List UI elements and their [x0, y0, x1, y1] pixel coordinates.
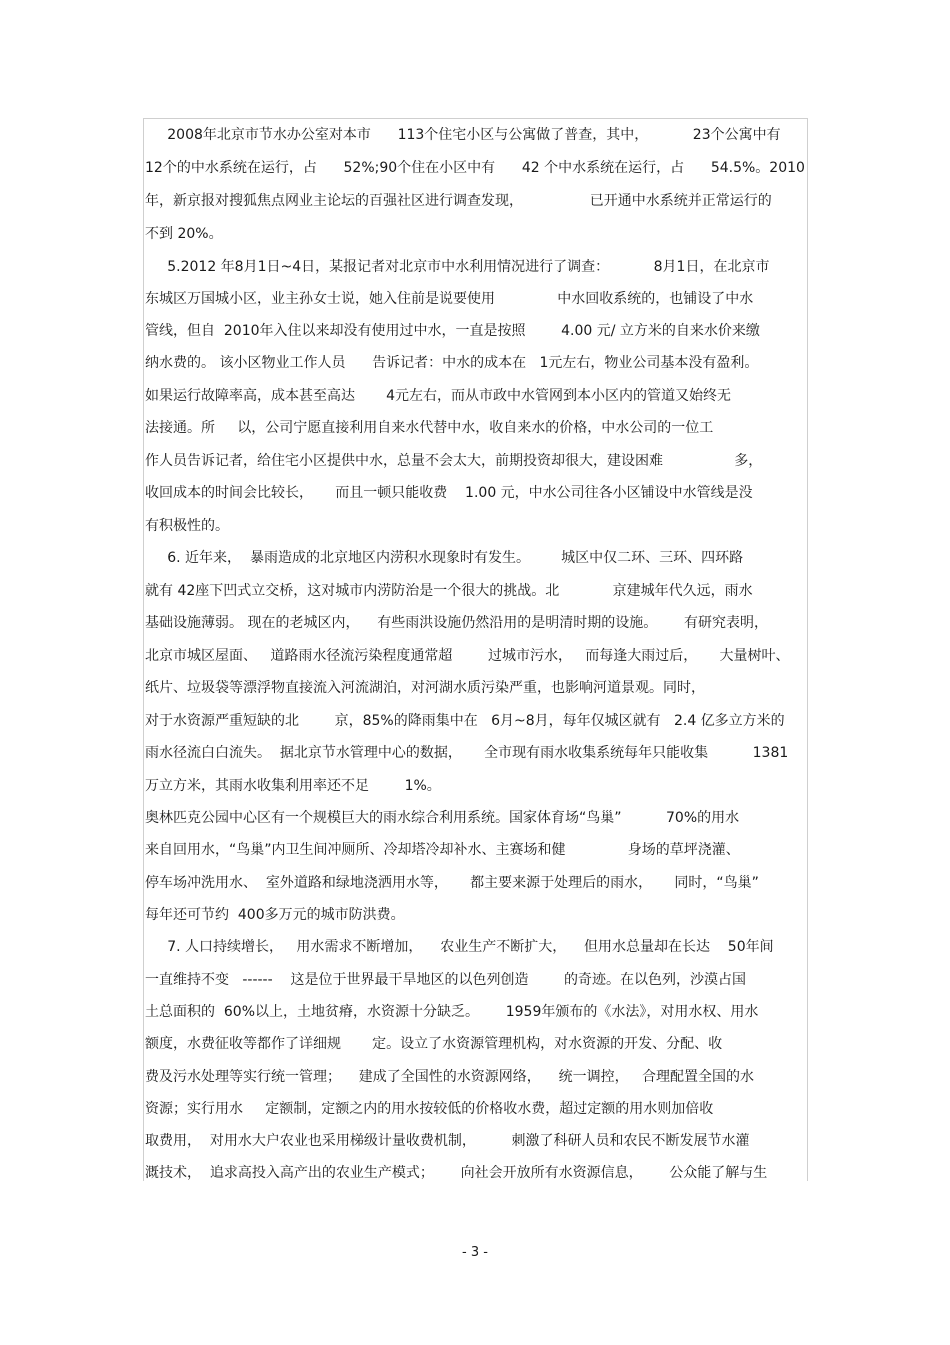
text-line: 纸片、垃圾袋等漂浮物直接流入河流湖泊，对河湖水质污染严重，也影响河道景观。同时，	[145, 680, 705, 696]
text-line: 法接通。所 以，公司宁愿直接利用自来水代替中水，收自来水的价格，中水公司的一位工	[145, 420, 714, 436]
text-line: 2008年北京市节水办公室对本市 113个住宅小区与公寓做了普查，其中， 23个公寓中有	[145, 127, 781, 143]
text-line: 基础设施薄弱。 现在的老城区内， 有些雨洪设施仍然沿用的是明清时期的设施。 有研究表明，	[145, 615, 768, 631]
text-line: 纳水费的。 该小区物业工作人员 告诉记者：中水的成本在 1元左右，物业公司基本没有盈利。	[145, 355, 759, 371]
text-line: 溉技术， 追求高投入高产出的农业生产模式； 向社会开放所有水资源信息， 公众能了解与生	[145, 1165, 768, 1181]
text-line: 来自回用水，“鸟巢”内卫生间冲厕所、冷却塔冷却补水、主赛场和健 身场的草坪浇灌、	[145, 842, 740, 858]
text-line: 停车场冲洗用水、 室外道路和绿地浇洒用水等， 都主要来源于处理后的雨水， 同时，“鸟巢”	[145, 875, 759, 891]
text-line: 收回成本的时间会比较长， 而且一顿只能收费 1.00 元，中水公司往各小区铺设中水管线是没	[145, 485, 753, 501]
text-line: 雨水径流白白流失。 据北京节水管理中心的数据， 全市现有雨水收集系统每年只能收集 1381	[145, 745, 789, 761]
text-line: 东城区万国城小区，业主孙女士说，她入住前是说要使用 中水回收系统的，也铺设了中水	[145, 291, 754, 307]
text-line: 如果运行故障率高，成本甚至高达 4元左右，而从市政中水管网到本小区内的管道又始终无	[145, 388, 732, 404]
page-number: - 3 -	[462, 1245, 488, 1260]
text-line: 12个的中水系统在运行，占 52%;90个住在小区中有 42 个中水系统在运行，占 54.5%。2010	[145, 160, 805, 176]
text-line: 对于水资源严重短缺的北 京，85%的降雨集中在 6月~8月，每年仅城区就有 2.4 亿多立方米的	[145, 713, 785, 729]
text-line: 土总面积的 60%以上，土地贫瘠，水资源十分缺乏。 1959年颁布的《水法》，对用水权、用水	[145, 1004, 759, 1020]
text-line: 作人员告诉记者，给住宅小区提供中水，总量不会太大，前期投资却很大，建设困难 多，	[145, 453, 763, 469]
text-line: 资源；实行用水 定额制，定额之内的用水按较低的价格收水费，超过定额的用水则加倍收	[145, 1101, 714, 1117]
text-line: 6. 近年来， 暴雨造成的北京地区内涝积水现象时有发生。 城区中仅二环、三环、四环路	[145, 550, 744, 566]
text-line: 奥林匹克公园中心区有一个规模巨大的雨水综合利用系统。国家体育场“鸟巢” 70%的用水	[145, 810, 740, 826]
text-line: 就有 42座下凹式立交桥，这对城市内涝防治是一个很大的挑战。北 京建城年代久远，雨水	[145, 583, 753, 599]
text-line: 额度，水费征收等都作了详细规 定。设立了水资源管理机构，对水资源的开发、分配、收	[145, 1036, 723, 1052]
text-line: 7. 人口持续增长， 用水需求不断增加， 农业生产不断扩大， 但用水总量却在长达 50年间	[145, 939, 774, 955]
text-line: 每年还可节约 400多万元的城市防洪费。	[145, 907, 405, 923]
text-line: 费及污水处理等实行统一管理； 建成了全国性的水资源网络， 统一调控， 合理配置全国的水	[145, 1069, 754, 1085]
text-line: 管线，但自 2010年入住以来却没有使用过中水，一直是按照 4.00 元/ 立方米的自来水价来缴	[145, 323, 760, 339]
text-line: 5.2012 年8月1日~4日，某报记者对北京市中水利用情况进行了调查： 8月1日，在北京市	[145, 259, 770, 275]
text-line: 一直维持不变 ------ 这是位于世界最干旱地区的以色列创造 的奇迹。在以色列，沙漠占国	[145, 972, 747, 988]
page-border-top	[143, 118, 808, 119]
text-line: 北京市城区屋面、 道路雨水径流污染程度通常超 过城市污水， 而每逢大雨过后， 大量树叶、	[145, 648, 790, 664]
page-border-right	[807, 118, 808, 1181]
text-line: 万立方米，其雨水收集利用率还不足 1%。	[145, 778, 441, 794]
text-line: 取费用， 对用水大户农业也采用梯级计量收费机制， 刺激了科研人员和农民不断发展节水灌	[145, 1133, 750, 1149]
text-line: 不到 20%。	[145, 226, 223, 242]
page-border-left	[143, 118, 144, 1181]
text-line: 有积极性的。	[145, 518, 229, 534]
text-line: 年，新京报对搜狐焦点网业主论坛的百强社区进行调查发现， 已开通中水系统并正常运行的	[145, 193, 772, 209]
